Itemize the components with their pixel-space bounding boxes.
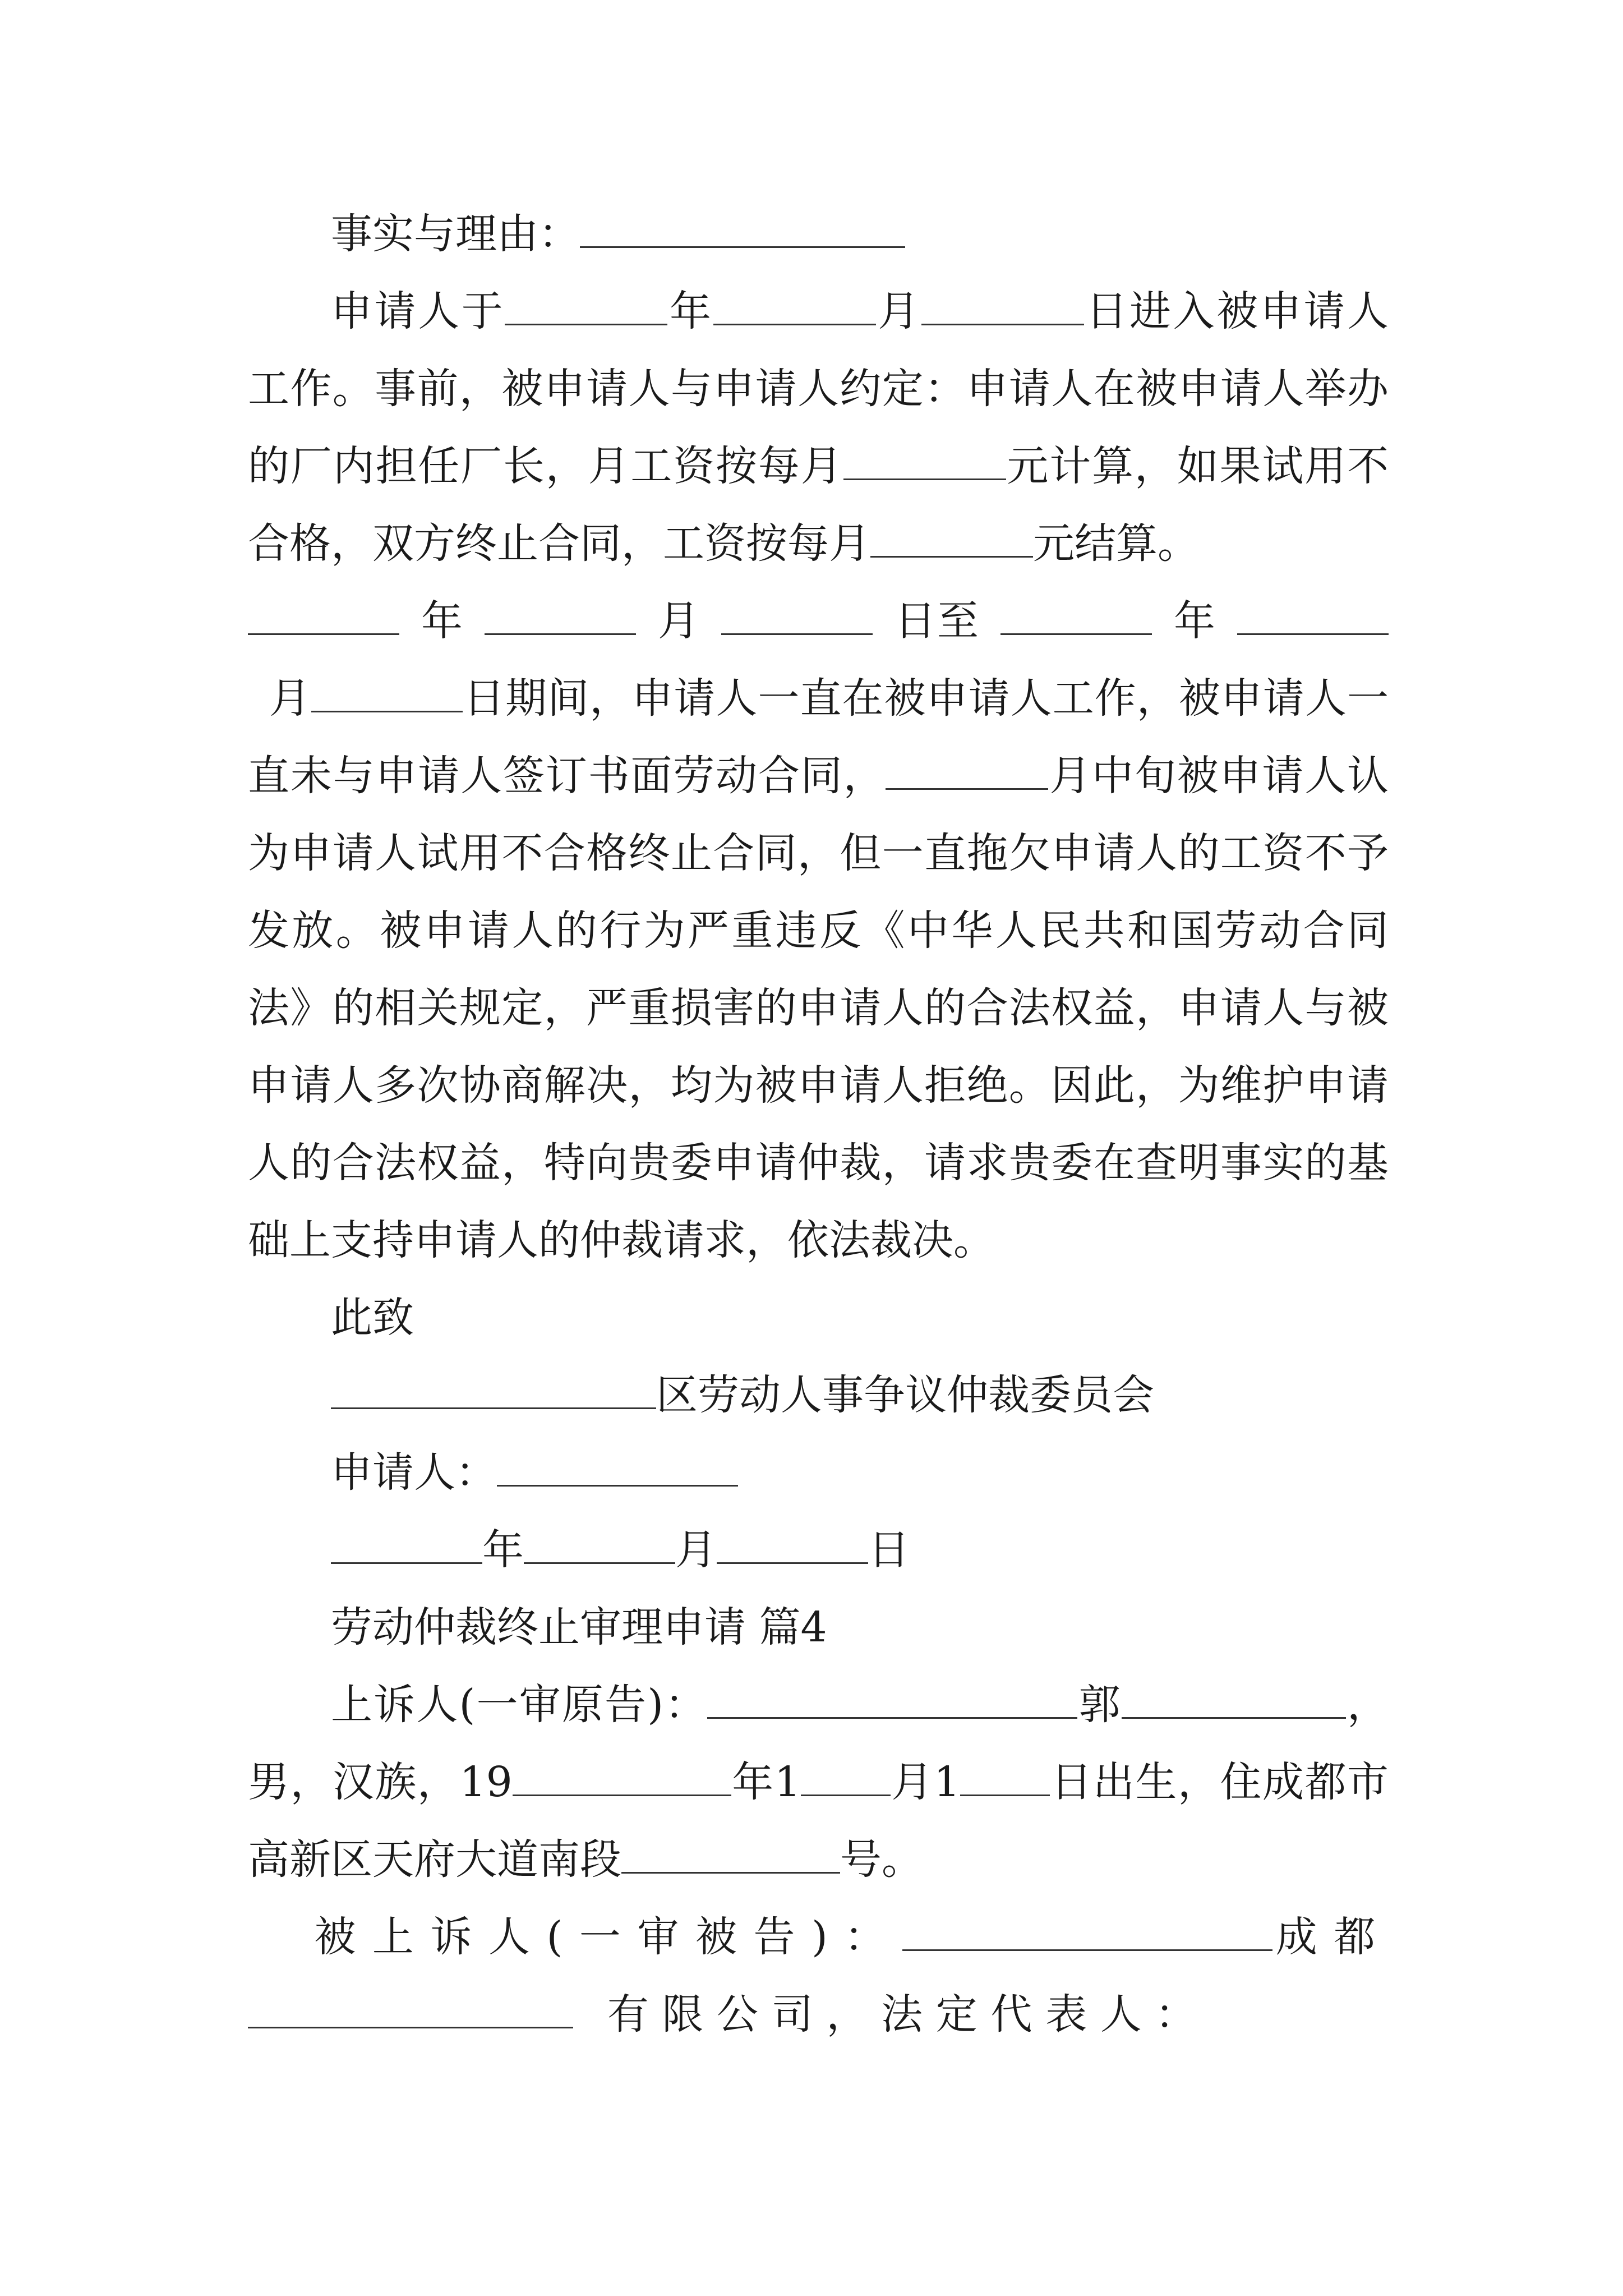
- text-run: 被上诉人(一审被告)：: [314, 1913, 902, 1961]
- blank-field: [1000, 596, 1152, 635]
- facts-heading-label: 事实与理由：: [331, 210, 580, 258]
- blank-field: [497, 1447, 738, 1487]
- blank-field: [248, 1989, 573, 2028]
- document-body: [248, 195, 1389, 2053]
- text-run: 号。: [840, 1835, 923, 1884]
- blank-field: [311, 673, 463, 712]
- text-run: 月1: [890, 1758, 960, 1806]
- blank-field: [870, 518, 1033, 558]
- blank-field: [621, 1834, 840, 1874]
- blank-field: [801, 1757, 891, 1796]
- text-run: 月: [657, 597, 700, 645]
- paragraph-employment-terms: [248, 273, 1389, 582]
- paragraph-appellee: [248, 1898, 1389, 2053]
- salutation: 此致: [331, 1294, 414, 1342]
- facts-heading: [248, 195, 1389, 273]
- text-run: 日进入被申请人工作。事前，被申请人与申请人约定：申请人在被申请人举办的厂内担任厂长，月工资按每月: [248, 287, 1389, 490]
- blank-field: [248, 596, 399, 635]
- text-run: 年: [420, 597, 464, 645]
- applicant-label: 申请人：: [331, 1448, 497, 1497]
- text-run: 元结算。: [1033, 519, 1199, 568]
- blank-field: [717, 1525, 868, 1564]
- blank-field: [485, 596, 636, 635]
- text-run: 日: [868, 1526, 910, 1574]
- blank-field: [960, 1757, 1050, 1796]
- section-title: 劳动仲裁终止审理申请 篇4: [331, 1603, 827, 1651]
- text-run: 有限公司，法定代表人：: [607, 1990, 1210, 2039]
- blank-field: [921, 286, 1084, 325]
- blank-field: [1237, 596, 1389, 635]
- text-run: 月: [269, 674, 312, 723]
- blank-field: [513, 1757, 731, 1796]
- text-run: 日期间，申请人一直在被申请人工作，被申请人一直未与申请人签订书面劳动合同，: [248, 674, 1389, 800]
- text-run: 日出生，住成都市高新区天府大道南段: [248, 1758, 1389, 1884]
- text-run: 年: [667, 287, 713, 335]
- paragraph-employment-period: [248, 582, 1389, 1279]
- blank-field: [843, 441, 1006, 480]
- blank-field: [331, 1525, 482, 1564]
- blank-field: [505, 286, 667, 325]
- blank-field: [331, 1370, 656, 1409]
- blank-field: [721, 596, 873, 635]
- text-run: 成都: [1272, 1913, 1389, 1961]
- text-run: 年1: [731, 1758, 801, 1806]
- text-run: 年: [1173, 597, 1216, 645]
- text-run: 月中旬被申请人认为申请人试用不合格终止合同，但一直拖欠申请人的工资不予发放。被申请人的行为严重违反《中华人民共和国劳动合同法》的相关规定，严重损害的申请人的合法权益，申请人与被申请人多次协商解决，均为被申请人拒绝。因此，为维护申请人的合法权益，特向贵委申请仲裁，请求贵委在查明事实的基础上支持申请人的仲裁请求，依法裁决。: [248, 752, 1389, 1264]
- blank-field: [902, 1912, 1272, 1951]
- text-run: 日至: [893, 597, 980, 645]
- date-line: [248, 1511, 1389, 1589]
- text-run: ，男，汉族，19: [248, 1681, 1389, 1806]
- blank-field: [1122, 1680, 1346, 1719]
- text-run: 月: [875, 287, 921, 335]
- text-run: 元计算，如果试用不合格，双方终止合同，工资按每月: [248, 442, 1389, 568]
- applicant-signature-line: [248, 1434, 1389, 1511]
- blank-field: [886, 751, 1048, 790]
- text-run: 年: [482, 1526, 524, 1574]
- blank-field: [707, 1680, 1077, 1719]
- text-run: 郭: [1077, 1681, 1122, 1729]
- text-run: 上诉人(一审原告)：: [331, 1681, 708, 1729]
- paragraph-appellant: [248, 1666, 1389, 1898]
- blank-field: [524, 1525, 675, 1564]
- blank-field: [580, 209, 905, 248]
- text-run: 月: [675, 1526, 717, 1574]
- committee-line: [248, 1356, 1389, 1434]
- text-run: 申请人于: [331, 287, 505, 335]
- blank-field: [713, 286, 876, 325]
- committee-name: 区劳动人事争议仲裁委员会: [656, 1371, 1154, 1419]
